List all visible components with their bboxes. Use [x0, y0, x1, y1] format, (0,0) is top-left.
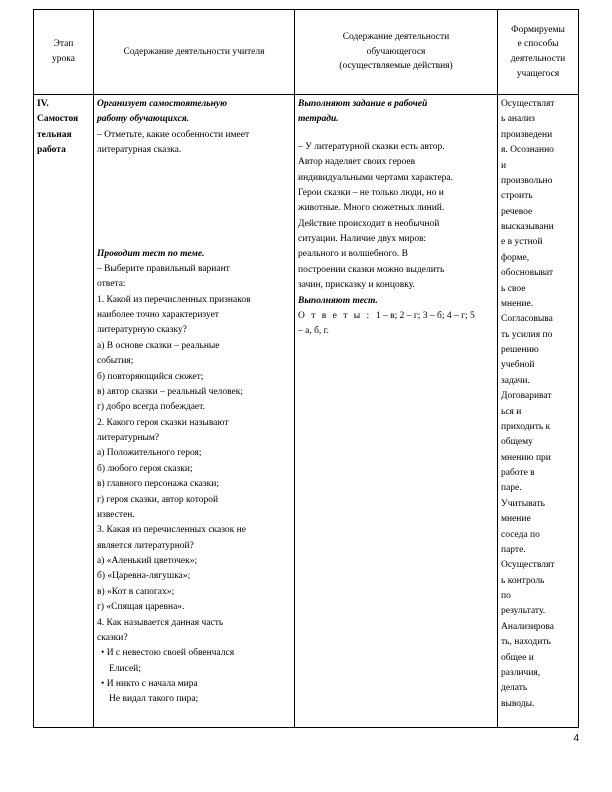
skills-cell — [498, 95, 579, 728]
skill-line: соседа по — [501, 529, 540, 540]
skill-line: парте. — [501, 544, 526, 555]
teacher-cell: Организует самостоятельную работу обучающихся. – Отметьте, какие особенности имеет литературная сказка. Проводит тест по теме. – Выберите правильный вариант ответа: 1. Какой из перечисленных признаков наиболее точно характеризует литературную сказку? а) В основе сказки – реальные события; б) повторяющийся сюжет; в) автор сказки – реальный человек; г) добро всегда побеждает. 2. Какого героя сказки называют литературным? а) Положительного героя; б) любого героя сказки; в) главного персонажа сказки; г) героя сказки, автор которой известен. 3. Какая из перечисленных сказок не является литературной? а) «Аленький цветочек»; б) «Царевна-лягушка»; в) «Кот в сапогах»; г) «Спящая царевна». 4. Как называется данная часть сказки? • И с невестою своей обвенчался Елисей; • И никто с начала мира Не видал такого пира; — [94, 95, 295, 728]
skill-line: я. Осознанно — [501, 145, 554, 156]
skill-line: Анализирова — [501, 621, 554, 632]
answer-line: построении сказки можно выделить — [298, 264, 445, 275]
skill-line: речевое — [501, 206, 533, 217]
answer-line: Герои сказки – не только люди, но и — [298, 187, 444, 198]
test-line: г) героя сказки, автор которой — [97, 494, 219, 505]
skill-line: ть, находить — [501, 637, 551, 648]
skill-line: высказывани — [501, 222, 554, 232]
test-line: 1. Какой из перечисленных признаков — [97, 294, 251, 305]
header-stage: Этап урока — [34, 10, 94, 95]
header-row — [34, 10, 579, 95]
skill-line: паре. — [501, 483, 522, 494]
student-answer-list — [298, 140, 494, 294]
test-line: литературным? — [97, 433, 160, 443]
stage-cell: IV. Самостоя тельная работа — [34, 95, 94, 728]
answer-line: Действие происходит в необычной — [298, 218, 440, 229]
test-line: б) повторяющийся сюжет; — [97, 371, 204, 382]
test-line: г) «Спящая царевна». — [97, 602, 185, 613]
skill-line: различия, — [501, 667, 541, 678]
skill-line: Договариват — [501, 391, 552, 402]
test-line: г) добро всегда побеждает. — [97, 402, 205, 413]
skill-line: ть усилия по — [501, 329, 553, 340]
skill-line: мнение. — [501, 298, 534, 309]
skill-line: работе в — [501, 468, 535, 478]
test-line: является литературной? — [97, 540, 194, 551]
answer-line: ситуации. Наличие двух миров: — [298, 234, 427, 244]
skill-line: приходить к — [501, 421, 551, 432]
lesson-table — [33, 9, 579, 728]
answer-line: – У литературной сказки есть автор. — [298, 141, 445, 152]
skill-line: результату. — [501, 606, 546, 617]
teacher-test-list — [97, 262, 291, 646]
skill-line: и — [501, 160, 507, 171]
skill-line: ь контроль — [501, 575, 545, 586]
skill-line: общее и — [501, 652, 534, 663]
test-line: известен. — [97, 509, 135, 520]
student-cell: Выполняют задание в рабочей тетради. – У литературной сказки есть автор. Автор наделяет своих героев индивидуальными чертами характера. Герои сказки – не только люди, но и животные. Много сюжетных линий. Действие происходит в необычной ситуации. Наличие двух миров: реального и волшебного. В построении сказки можно выделить зачин, присказку и концовку. Выполняют тест. О т в е т ы : 1 – в; 2 – г; 3 – б; 4 – г; 5 – а, б, г. — [295, 95, 498, 728]
skill-line: форме, — [501, 252, 530, 263]
skill-line: задачи. — [501, 375, 530, 386]
skill-line: мнению при — [501, 452, 551, 463]
test-line: 4. Как называется данная часть — [97, 617, 224, 628]
header-teacher: Содержание деятельности учителя — [94, 10, 295, 95]
skill-line: произведени — [501, 129, 553, 140]
test-line: наиболее точно характеризует — [97, 310, 219, 320]
skill-line: выводы. — [501, 698, 535, 709]
header-skills: Формируемы е способы деятельности учащегося — [498, 10, 579, 95]
skill-line: мнение — [501, 514, 531, 525]
skill-line: Согласовыва — [501, 314, 553, 325]
skill-line: Осуществлят — [501, 99, 555, 109]
test-answers: О т в е т ы : 1 – в; 2 – г; 3 – б; 4 – г; 5 — [298, 310, 475, 321]
skill-line: ь свое — [501, 283, 526, 294]
test-line: сказки? — [97, 632, 128, 643]
test-line: 3. Какая из перечисленных сказок не — [97, 525, 246, 536]
skill-line: делать — [501, 683, 528, 694]
content-row — [34, 95, 579, 728]
skill-line: ься и — [501, 406, 522, 417]
skill-line: по — [501, 591, 511, 601]
header-student: Содержание деятельности обучающегося (осуществляемые действия) — [295, 10, 498, 95]
bullet-line: • И с невестою своей обвенчался — [101, 648, 235, 659]
skill-line: решению — [501, 345, 539, 355]
skill-line: Учитывать — [501, 498, 545, 509]
bullet-line: • И никто с начала мира — [101, 679, 198, 689]
skill-line: произвольно — [501, 175, 553, 186]
answer-line: зачин, присказку и концовку. — [298, 280, 415, 291]
skill-line: общему — [501, 437, 533, 448]
answer-line: животные. Много сюжетных линий. — [298, 203, 445, 214]
answer-line: индивидуальными чертами характера. — [298, 172, 454, 183]
test-line: а) В основе сказки – реальные — [97, 340, 220, 351]
test-line: б) «Царевна-лягушка»; — [97, 571, 191, 582]
test-line: б) любого героя сказки; — [97, 463, 193, 474]
test-line: в) автор сказки – реальный человек; — [97, 386, 244, 397]
test-line: события; — [97, 356, 134, 367]
skill-line: е в устной — [501, 237, 543, 248]
skill-line: Осуществлят — [501, 560, 555, 571]
test-line: а) Положительного героя; — [97, 448, 202, 459]
test-line: литературную сказку? — [97, 325, 187, 336]
skills-list — [501, 97, 575, 712]
test-line: – Выберите правильный вариант — [97, 263, 230, 274]
test-line: в) «Кот в сапогах»; — [97, 586, 175, 597]
answer-line: Автор наделяет своих героев — [298, 157, 416, 168]
skill-line: строить — [501, 191, 533, 202]
test-line: в) главного персонажа сказки; — [97, 479, 219, 490]
test-line: ответа: — [97, 279, 126, 290]
test-line: 2. Какого героя сказки называют — [97, 417, 229, 428]
answer-line: реального и волшебного. В — [298, 249, 409, 260]
page-number: 4 — [573, 733, 579, 744]
skill-line: обосновыват — [501, 268, 553, 279]
skill-line: учебной — [501, 360, 535, 371]
test-line: а) «Аленький цветочек»; — [97, 556, 198, 566]
skill-line: ь анализ — [501, 114, 535, 125]
